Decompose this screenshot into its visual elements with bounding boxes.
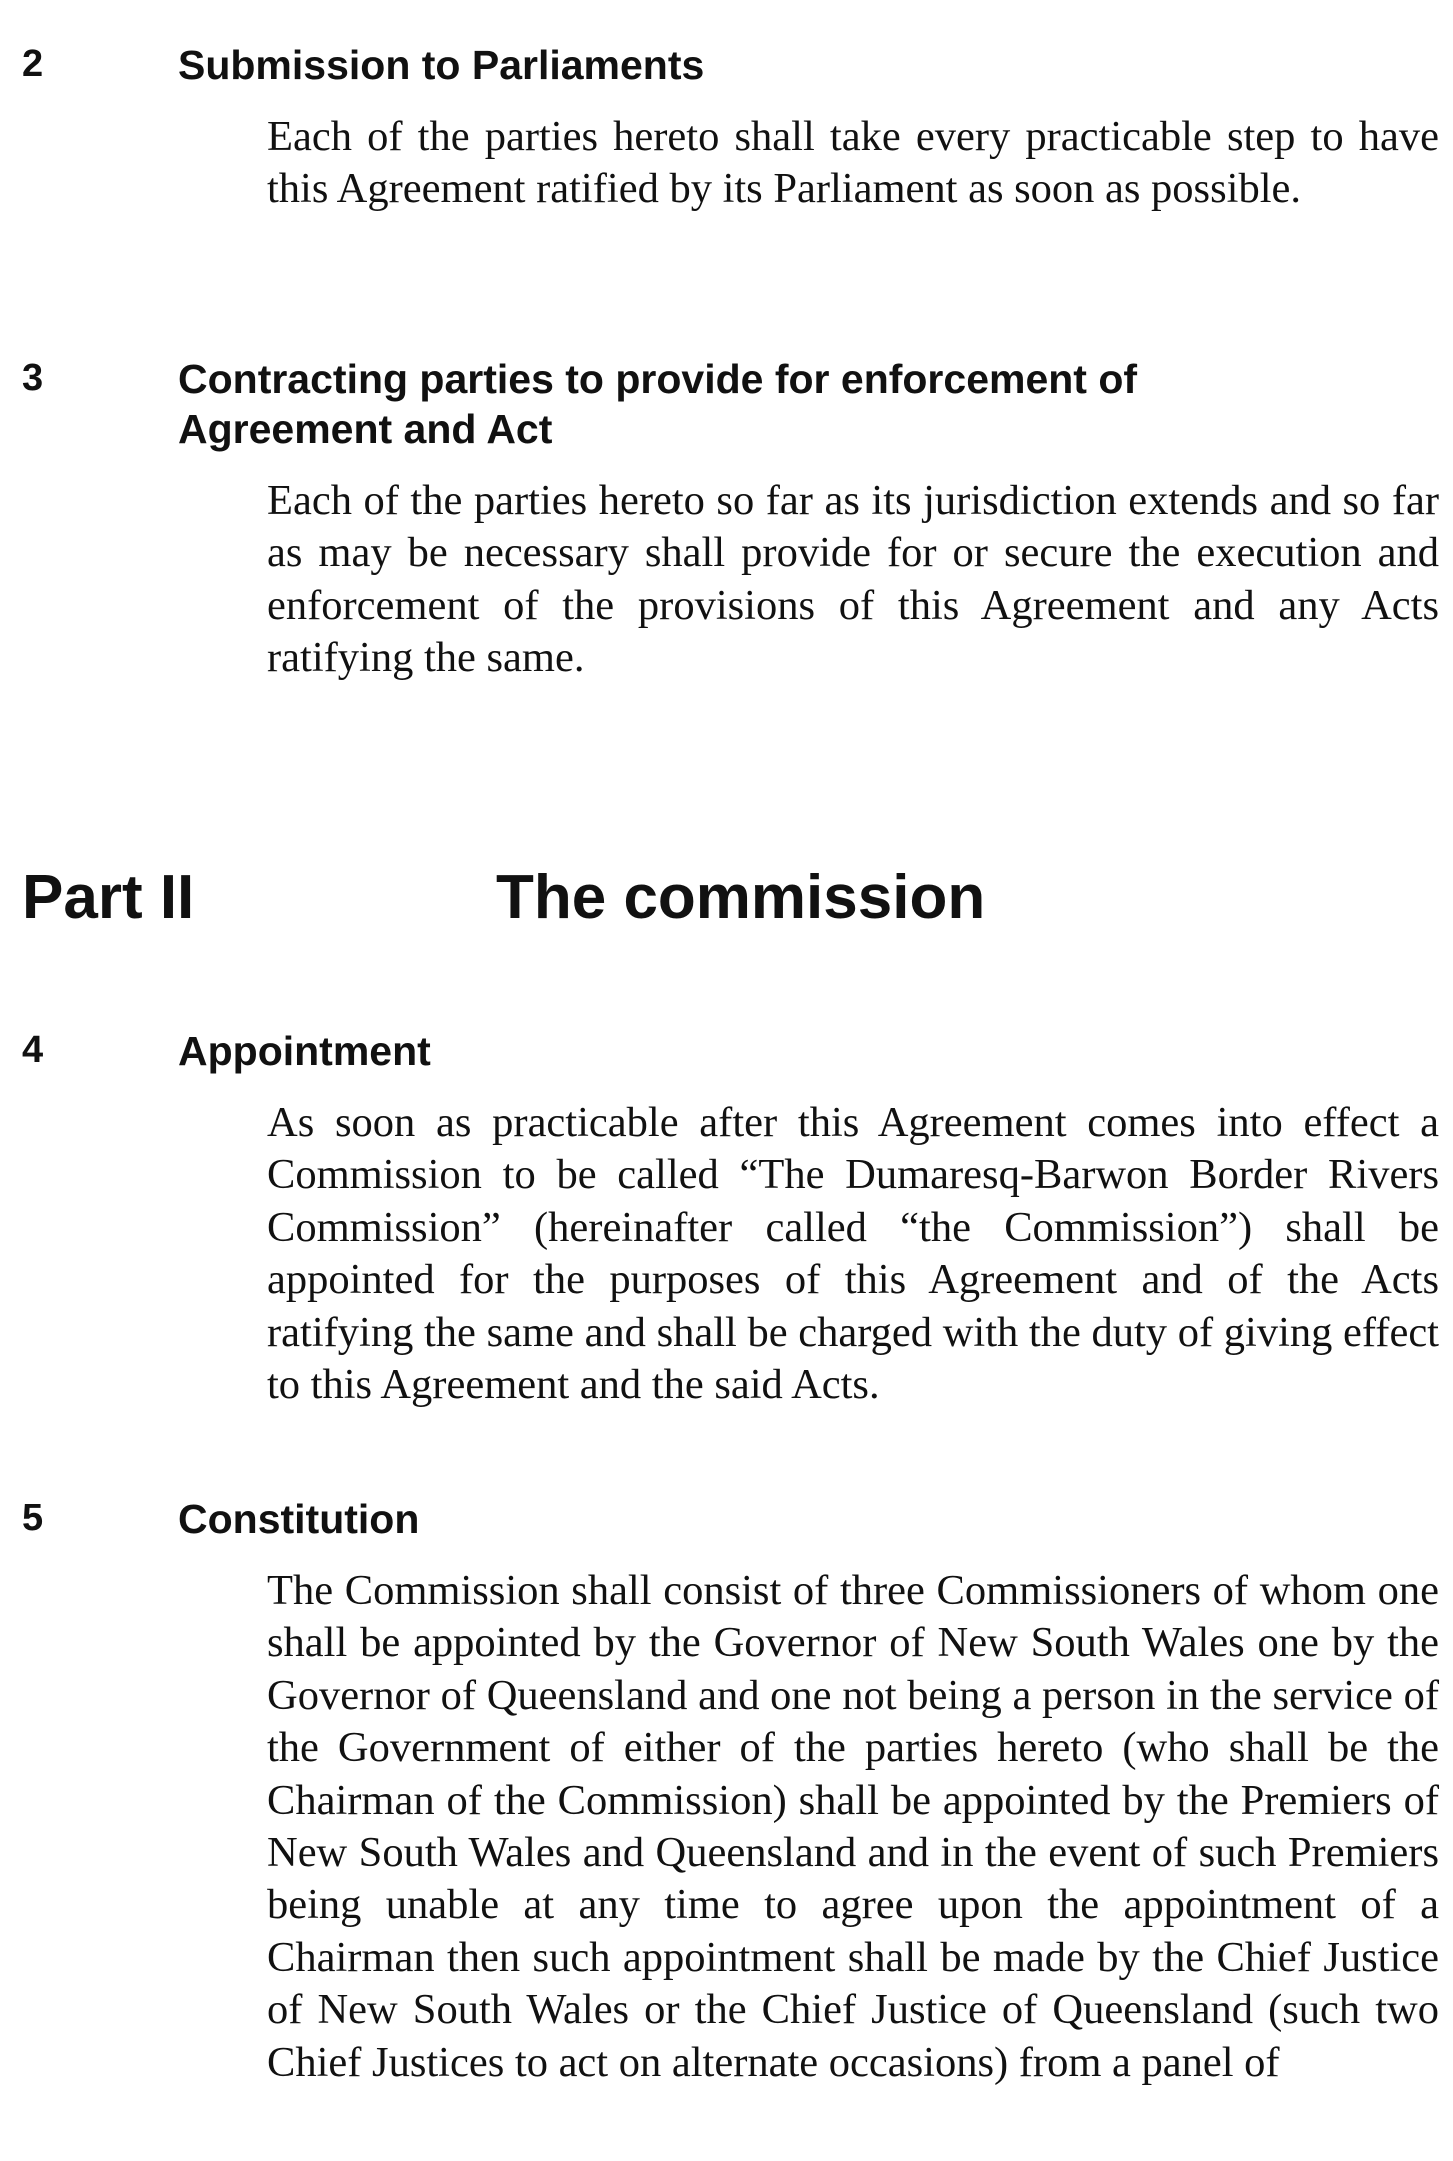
section-number: 2 [22,43,44,85]
section-text: Each of the parties hereto shall take every practicable step to have this Agreement ratified by its Parliament as soon as possible. [267,113,1439,213]
section-text: Each of the parties hereto so far as its jurisdiction extends and so far as may be necessary shall provide for or secure the execution and enforcement of the provisions of this Agreement and any Acts ratifying the same. [267,477,1439,682]
section-heading: Contracting parties to provide for enforcement of Agreement and Act [178,356,1138,452]
section-heading: Constitution [178,1496,420,1542]
section-number: 3 [22,357,44,399]
section-number: 5 [22,1497,44,1539]
section-heading: Appointment [178,1028,431,1074]
section-heading: Submission to Parliaments [178,42,705,88]
section-text: The Commission shall consist of three Commissioners of whom one shall be appointed by the Governor of New South Wales one by the Governor of Queensland and one not being a person in the service of the Government of either of the parties hereto (who shall be the Chairman of the Commission) shall be appointed by the Premiers of New South Wales and Queensland and in the event of such Premiers being unable at any time to agree upon the appointment of a Chairman then such appointment shall be made by the Chief Justice of New South Wales or the Chief Justice of Queensland (such two Chief Justices to act on alternate occasions) from a panel of [267,1567,1439,2086]
part-title: The commission [496,863,986,932]
section-number: 4 [22,1029,44,1071]
part-label: Part II [22,863,195,932]
section-text: As soon as practicable after this Agreement comes into effect a Commission to be called “The Dumaresq-Barwon Border Rivers Commission” (hereinafter called “the Commission”) shall be appointed for the purposes of this Agreement and of the Acts ratifying the same and shall be charged with the duty of giving effect to this Agreement and the said Acts. [267,1099,1439,1409]
